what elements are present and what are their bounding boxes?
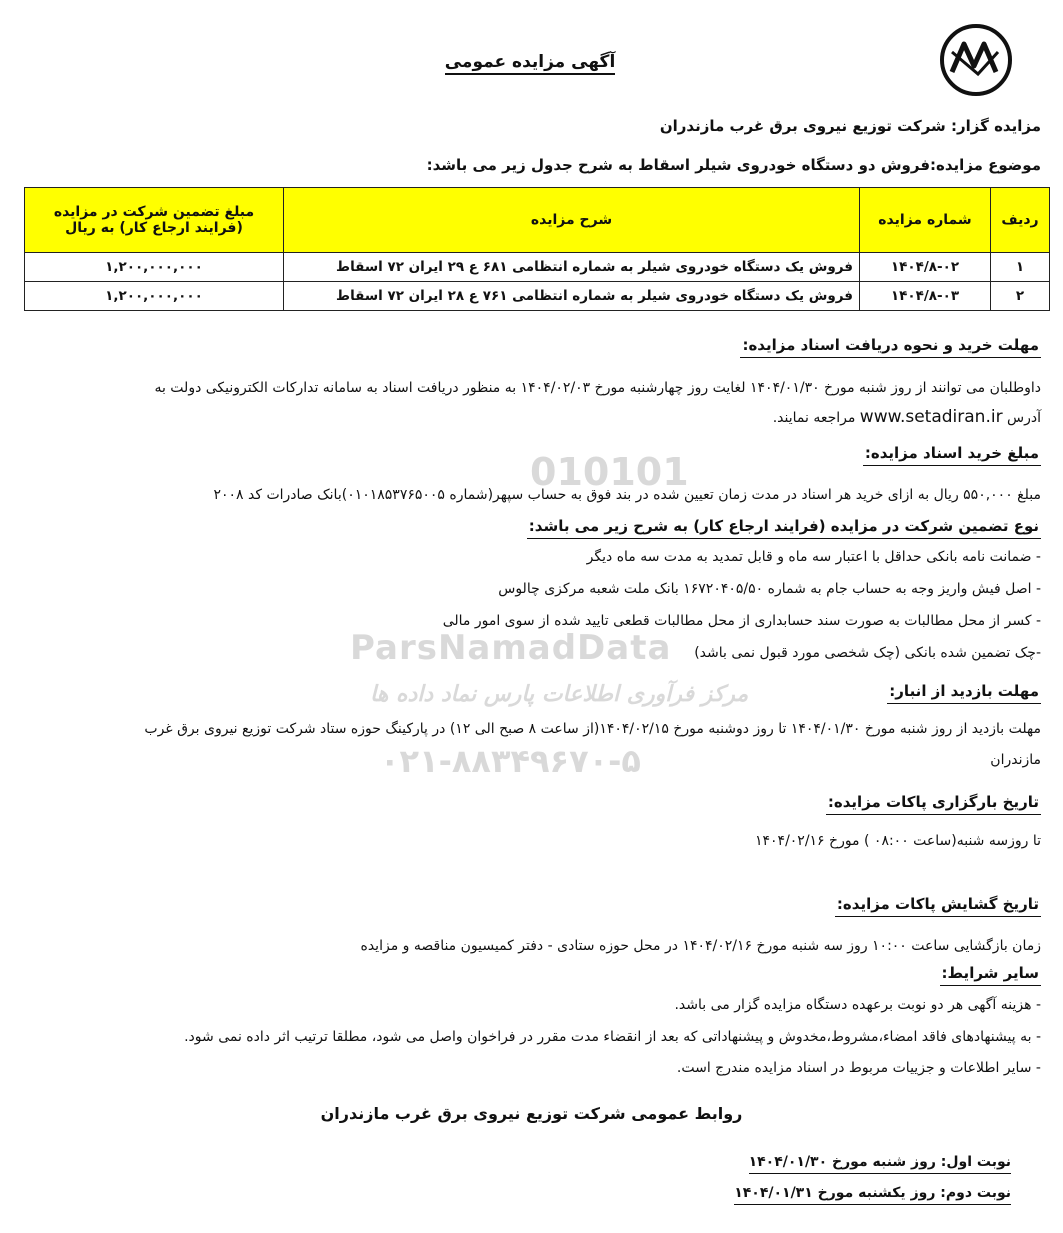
- opening-text: زمان بازگشایی ساعت ۱۰:۰۰ روز سه شنبه مورخ ۱۴۰۴/۰۲/۱۶ در محل حوزه ستادی - دفتر کمیسیون مناقصه و مزایده: [360, 938, 1041, 954]
- header-index: ردیف: [991, 188, 1050, 253]
- row-amount: ۱,۲۰۰,۰۰۰,۰۰۰: [25, 282, 284, 311]
- other-item: - هزینه آگهی هر دو نوبت برعهده دستگاه مزایده گزار می باشد.: [674, 997, 1041, 1013]
- visit-text-1: مهلت بازدید از روز شنبه مورخ ۱۴۰۴/۰۱/۳۰ تا روز دوشنبه مورخ ۱۴۰۴/۰۲/۱۵(از ساعت ۸ صبح الی ۱۲) در پارکینگ حوزه ستاد شرکت توزیع نیروی برق غرب: [144, 721, 1041, 737]
- submit-text: تا روزسه شنبه(ساعت ۰۸:۰۰ ) مورخ ۱۴۰۴/۰۲/۱۶: [754, 833, 1041, 849]
- guarantee-item: - ضمانت نامه بانکی حداقل با اعتبار سه ماه و قابل تمدید به مدت سه ماه دیگر: [586, 549, 1041, 565]
- row-amount: ۱,۲۰۰,۰۰۰,۰۰۰: [25, 253, 284, 282]
- price-heading: مبلغ خرید اسناد مزایده:: [863, 444, 1041, 462]
- price-text: مبلغ ۵۵۰,۰۰۰ ریال به ازای خرید هر اسناد در مدت زمان تعیین شده در بند فوق به حساب سپهر(شماره ۰۱۰۱۸۵۳۷۶۵۰۰۵)بانک صادرات کد ۲۰۰۸: [213, 487, 1041, 503]
- subject-line: موضوع مزایده:فروش دو دستگاه خودروی شیلر اسقاط به شرح جدول زیر می باشد:: [426, 156, 1041, 174]
- website-link[interactable]: www.setadiran.ir: [859, 407, 1003, 427]
- row-number: ۱۴۰۴/۸-۰۲: [860, 253, 991, 282]
- visit-heading: مهلت بازدید از انبار:: [887, 682, 1041, 700]
- opening-heading: تاریخ گشایش پاکات مزایده:: [835, 895, 1041, 913]
- deadline-text-2: آدرس www.setadiran.ir مراجعه نمایند.: [772, 407, 1041, 427]
- submit-heading: تاریخ بارگزاری پاکات مزایده:: [826, 793, 1041, 811]
- company-logo: [938, 22, 1014, 98]
- header-number: شماره مزایده: [860, 188, 991, 253]
- guarantee-item: -چک تضمین شده بانکی (چک شخصی مورد قبول نمی باشد): [694, 645, 1041, 661]
- other-heading: سایر شرایط:: [940, 964, 1042, 982]
- visit-text-2: مازندران: [990, 752, 1041, 768]
- header-description: شرح مزایده: [284, 188, 860, 253]
- table-header-row: [25, 188, 1050, 253]
- row-description: فروش یک دستگاه خودروی شیلر به شماره انتظامی ۶۸۱ ع ۲۹ ایران ۷۲ اسقاط: [284, 253, 860, 282]
- guarantee-heading: نوع تضمین شرکت در مزایده (فرایند ارجاع کار) به شرح زیر می باشد:: [527, 517, 1041, 535]
- row-number: ۱۴۰۴/۸-۰۳: [860, 282, 991, 311]
- deadline-heading: مهلت خرید و نحوه دریافت اسناد مزایده:: [740, 336, 1041, 354]
- row-index: ۱: [991, 253, 1050, 282]
- watermark-brand: ParsNamadData: [350, 628, 672, 668]
- table-row: [25, 253, 1050, 282]
- row-description: فروش یک دستگاه خودروی شیلر به شماره انتظامی ۷۶۱ ع ۲۸ ایران ۷۲ اسقاط: [284, 282, 860, 311]
- signature: روابط عمومی شرکت توزیع نیروی برق غرب مازندران: [320, 1104, 743, 1123]
- row-index: ۲: [991, 282, 1050, 311]
- watermark-number: 010101: [530, 450, 689, 494]
- header-amount: مبلغ تضمین شرکت در مزایده (فرایند ارجاع کار) به ریال: [25, 188, 284, 253]
- other-item: - سایر اطلاعات و جزییات مربوط در اسناد مزایده مندرج است.: [676, 1060, 1041, 1076]
- table-row: [25, 282, 1050, 311]
- second-turn: نوبت دوم: روز یکشنبه مورخ ۱۴۰۴/۰۱/۳۱: [734, 1185, 1011, 1205]
- deadline-text-1: داوطلبان می توانند از روز شنبه مورخ ۱۴۰۴/۰۱/۳۰ لغایت روز چهارشنبه مورخ ۱۴۰۴/۰۲/۰۳ به منظور دریافت اسناد به سامانه تدارکات الکترونیکی دولت به: [154, 380, 1041, 396]
- guarantee-item: - اصل فیش واریز وجه به حساب جام به شماره ۱۶۷۲۰۴۰۵/۵۰ بانک ملت شعبه مرکزی چالوس: [498, 581, 1041, 597]
- watermark-tagline: مرکز فرآوری اطلاعات پارس نماد داده ها: [370, 682, 749, 707]
- auction-table: [24, 187, 1050, 311]
- first-turn: نوبت اول: روز شنبه مورخ ۱۴۰۴/۰۱/۳۰: [749, 1154, 1011, 1174]
- page-title: آگهی مزایده عمومی: [380, 52, 680, 72]
- organizer-line: مزایده گزار: شرکت توزیع نیروی برق غرب مازندران: [659, 117, 1041, 135]
- other-item: - به پیشنهادهای فاقد امضاء،مشروط،مخدوش و پیشنهاداتی که بعد از انقضاء مدت مقرر در فراخوان واصل می شود، مطلقا ترتیب اثر داده نمی شود.: [184, 1029, 1041, 1045]
- watermark-phone: ۰۲۱-۸۸۳۴۹۶۷۰-۵: [380, 742, 641, 780]
- guarantee-item: - کسر از محل مطالبات به صورت سند حسابداری از محل مطالبات قطعی تایید شده از سوی امور مالی: [442, 613, 1041, 629]
